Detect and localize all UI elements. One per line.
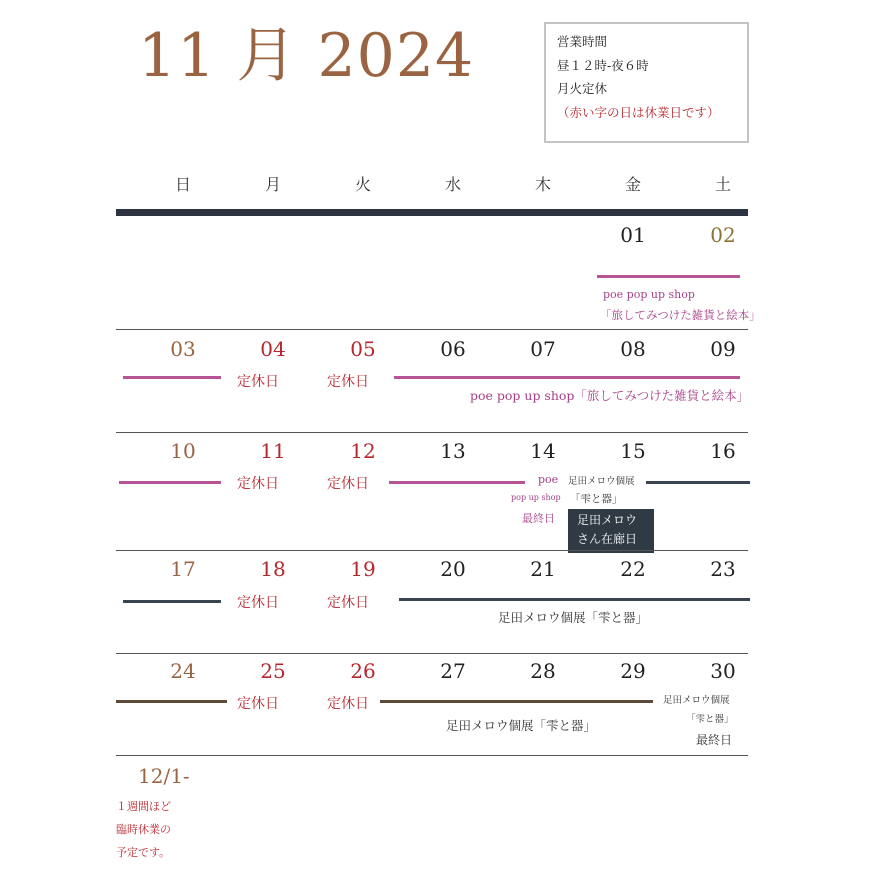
closed-label: 定休日 bbox=[237, 595, 279, 611]
day-03: 03 bbox=[170, 337, 196, 361]
day-18: 18 bbox=[260, 557, 286, 581]
event-label-ashida-name: 足田メロウ個展 bbox=[568, 476, 635, 487]
closed-label: 定休日 bbox=[237, 696, 279, 712]
event-bar-poe bbox=[597, 275, 740, 278]
day-15: 15 bbox=[620, 439, 646, 463]
closure-notice-line: 臨時休業の bbox=[116, 823, 171, 836]
weekday-thu: 木 bbox=[534, 175, 551, 194]
closed-label: 定休日 bbox=[327, 374, 369, 390]
business-hours-box bbox=[544, 22, 749, 143]
day-13: 13 bbox=[440, 439, 466, 463]
event-bar-poe bbox=[389, 481, 525, 484]
day-05: 05 bbox=[350, 337, 376, 361]
hours-closed-days: 月火定休 bbox=[557, 81, 608, 96]
weekday-sat: 土 bbox=[714, 175, 731, 194]
day-30: 30 bbox=[710, 659, 736, 683]
weekday-tue: 火 bbox=[354, 175, 371, 194]
weekday-mon: 月 bbox=[264, 175, 281, 194]
closed-label: 定休日 bbox=[327, 595, 369, 611]
day-20: 20 bbox=[440, 557, 466, 581]
event-label-poe-full: poe pop up shop「旅してみつけた雑貨と絵本」 bbox=[470, 388, 750, 403]
week-divider bbox=[116, 755, 748, 756]
closed-label: 定休日 bbox=[327, 476, 369, 492]
day-25: 25 bbox=[260, 659, 286, 683]
day-02: 02 bbox=[710, 223, 736, 247]
weekday-wed: 水 bbox=[444, 175, 461, 194]
day-21: 21 bbox=[530, 557, 556, 581]
day-08: 08 bbox=[620, 337, 646, 361]
presence-line-1: 足田メロウ bbox=[577, 513, 638, 527]
artist-presence-badge bbox=[568, 509, 654, 553]
event-label-last-day: 最終日 bbox=[696, 733, 733, 747]
day-07: 07 bbox=[530, 337, 556, 361]
presence-line-2: さん在廊日 bbox=[577, 532, 638, 546]
event-label-ashida-full: 足田メロウ個展「雫と器」 bbox=[446, 718, 597, 733]
event-bar-ashida bbox=[399, 598, 750, 601]
closed-label: 定休日 bbox=[237, 476, 279, 492]
day-10: 10 bbox=[170, 439, 196, 463]
day-09: 09 bbox=[710, 337, 736, 361]
event-bar-poe bbox=[123, 376, 221, 379]
week-divider bbox=[116, 653, 748, 654]
closure-notice-line: １週間ほど bbox=[116, 800, 171, 813]
day-04: 04 bbox=[260, 337, 286, 361]
closure-notice bbox=[116, 795, 171, 864]
event-bar-ashida bbox=[116, 700, 227, 703]
day-06: 06 bbox=[440, 337, 466, 361]
event-bar-poe bbox=[394, 376, 740, 379]
event-label-ashida-name: 足田メロウ個展 bbox=[663, 695, 730, 706]
hours-note: （赤い字の日は休業日です） bbox=[557, 104, 720, 120]
closed-label: 定休日 bbox=[237, 374, 279, 390]
event-label-last-day: 最終日 bbox=[522, 512, 555, 525]
hours-heading: 営業時間 bbox=[557, 34, 608, 49]
hours-time: 昼１２時-夜６時 bbox=[557, 57, 649, 73]
day-24: 24 bbox=[170, 659, 196, 683]
day-12: 12 bbox=[350, 439, 376, 463]
day-14: 14 bbox=[530, 439, 556, 463]
day-19: 19 bbox=[350, 557, 376, 581]
next-month-date: 12/1- bbox=[138, 764, 190, 788]
day-01: 01 bbox=[620, 223, 646, 247]
day-23: 23 bbox=[710, 557, 736, 581]
week-divider bbox=[116, 329, 748, 330]
day-26: 26 bbox=[350, 659, 376, 683]
event-label-poe-short: poe bbox=[538, 473, 559, 486]
event-bar-ashida bbox=[123, 600, 221, 603]
day-16: 16 bbox=[710, 439, 736, 463]
event-label-poe-title: 「旅してみつけた雑貨と絵本」 bbox=[600, 308, 761, 322]
weekday-sun: 日 bbox=[174, 175, 191, 194]
event-label-ashida-title: 「雫と器」 bbox=[686, 714, 734, 725]
day-29: 29 bbox=[620, 659, 646, 683]
event-label-ashida-full: 足田メロウ個展「雫と器」 bbox=[498, 610, 649, 625]
day-17: 17 bbox=[170, 557, 196, 581]
header-divider bbox=[116, 209, 748, 216]
week-divider bbox=[116, 550, 748, 551]
closed-label: 定休日 bbox=[327, 696, 369, 712]
day-28: 28 bbox=[530, 659, 556, 683]
event-label-ashida-title: 「雫と器」 bbox=[570, 493, 623, 505]
event-bar-ashida bbox=[380, 700, 653, 703]
closure-notice-line: 予定です。 bbox=[116, 846, 171, 859]
event-bar-ashida bbox=[646, 481, 750, 484]
week-divider bbox=[116, 432, 748, 433]
event-label-poe-name: poe pop up shop bbox=[603, 288, 695, 301]
day-27: 27 bbox=[440, 659, 466, 683]
day-11: 11 bbox=[260, 439, 286, 463]
day-22: 22 bbox=[620, 557, 646, 581]
event-bar-poe bbox=[119, 481, 221, 484]
event-label-poe-sub: pop up shop bbox=[511, 493, 561, 502]
weekday-fri: 金 bbox=[624, 175, 641, 194]
month-title: 11 月 2024 bbox=[138, 21, 475, 91]
